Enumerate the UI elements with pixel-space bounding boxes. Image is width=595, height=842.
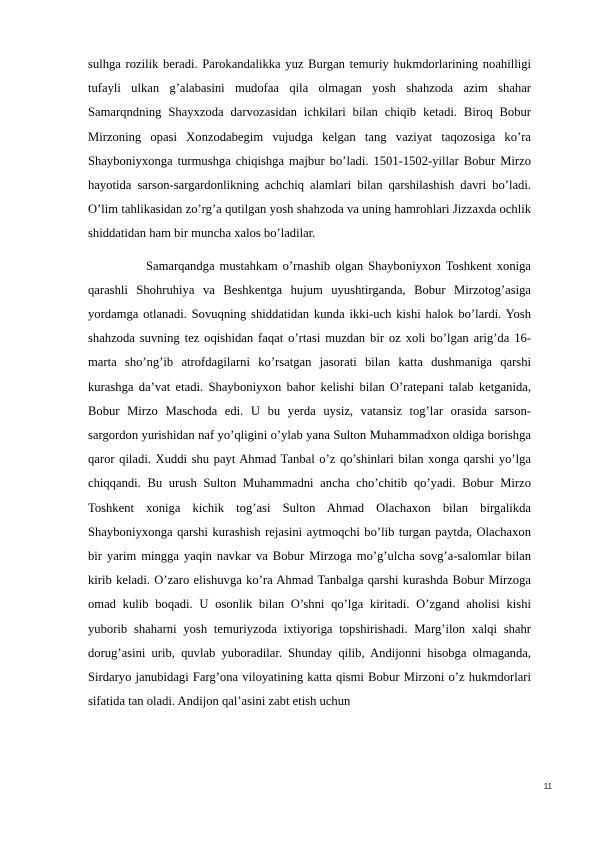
page-number: 11 [543, 782, 552, 791]
body-text [88, 52, 531, 713]
paragraph-1: sulhga rozilik beradi. Parokandalikka yuz Burgan temuriy hukmdorlarining noahilligi tufayli ulkan g’alabasini mudofaa qila olmagan yosh shahzoda azim shahar Samarqndning Shayxzoda darvozasidan ichkilari bilan chiqib ketadi. Biroq Bobur Mirzoning opasi Xonzodabegim vujudga kelgan tang vaziyat taqozosiga ko’ra Shayboniyxonga turmushga chiqishga majbur bo’ladi. 1501-1502-yillar Bobur Mirzo hayotida sarson-sargardonlikning achchiq alamlari bilan qarshilashish davri bo’ladi. O’lim tahlikasidan zo’rg’a qutilgan yosh shahzoda va uning hamrohlari Jizzaxda ochlik shiddatidan ham bir muncha xalos bo’ladilar. [88, 57, 531, 241]
paragraph-2: Samarqandga mustahkam o’rnashib olgan Shayboniyxon Toshkent xoniga qarashli Shohruhiya va Beshkentga hujum uyushtirganda, Bobur Mirzotog’asiga yordamga otlanadi. Sovuqning shiddatidan kunda ikki-uch kishi halok bo’lardi. Yosh shahzoda suvning tez oqishidan faqat o’rtasi muzdan bir oz xoli bo’lgan arig’da 16-marta sho’ng’ib atrofdagilarni ko’rsatgan jasorati bilan katta dushmaniga qarshi kurashga da’vat etadi. Shayboniyxon bahor kelishi bilan O’ratepani talab ketganida, Bobur Mirzo Maschoda edi. U bu yerda uysiz, vatansiz tog’lar orasida sarson-sargordon yurishidan naf yo’qligini o’ylab yana Sulton Muhammadxon oldiga borishga qaror qiladi. Xuddi shu payt Ahmad Tanbal o’z qo’shinlari bilan xonga qarshi yo’lga chiqqandi. Bu urush Sulton Muhammadni ancha cho’chitib qo’yadi. Bobur Mirzo Toshkent xoniga kichik tog’asi Sulton Ahmad Olachaxon bilan birgalikda Shayboniyxonga qarshi kurashish rejasini aytmoqchi bo’lib turgan paytda, Olachaxon bir yarim mingga yaqin navkar va Bobur Mirzoga mo’g’ulcha sovg’a-salomlar bilan kirib keladi. O’zaro elishuvga ko’ra Ahmad Tanbalga qarshi kurashda Bobur Mirzoga omad kulib boqadi. U osonlik bilan O’shni qo’lga kiritadi. O’zgand aholisi kishi yuborib shaharni yosh temuriyzoda ixtiyoriga topshirishadi. Marg’ilon xalqi shahr dorug’asini urib, quvlab yuboradilar. Shunday qilib, Andijonni hisobga olmaganda, Sirdaryo janubidagi Farg’ona viloyatining katta qismi Bobur Mirzoni o’z hukmdorlari sifatida tan oladi. Andijon qal’asini zabt etish uchun [88, 258, 531, 709]
